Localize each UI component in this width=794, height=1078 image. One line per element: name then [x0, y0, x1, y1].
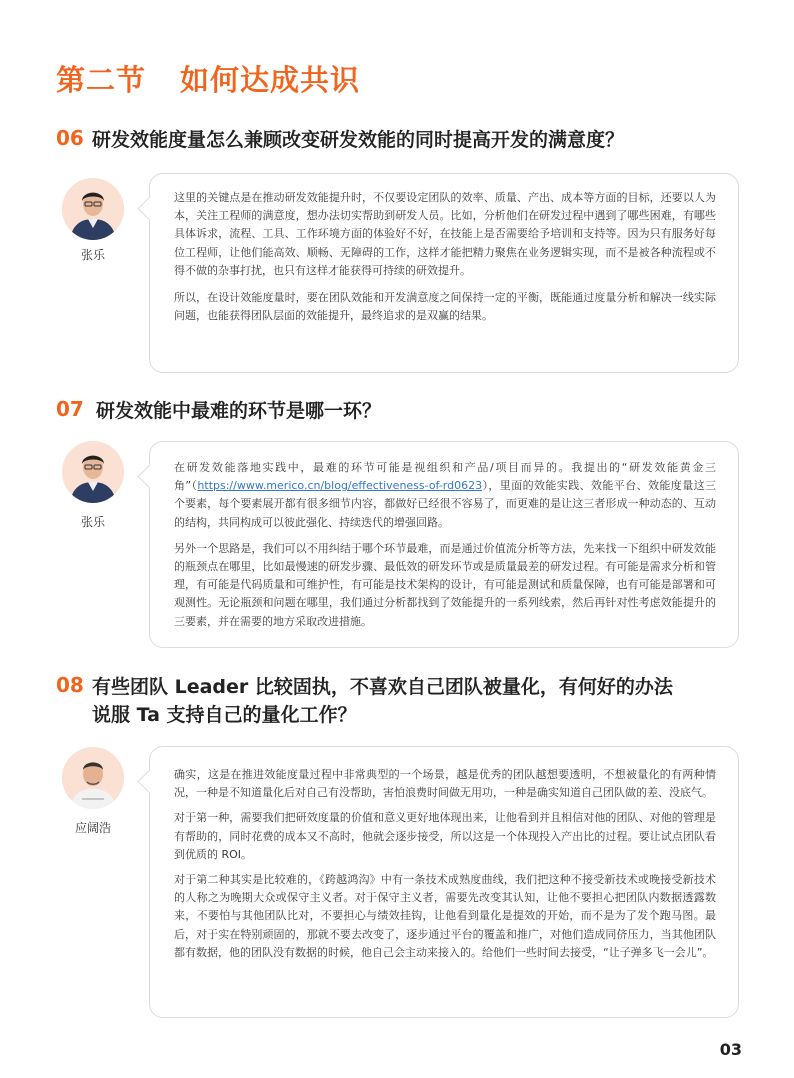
answer-paragraph: 对于第二种其实是比较难的，《跨越鸿沟》中有一条技术成熟度曲线，我们把这种不接受新技术或晚接受新技术的人称之为晚期大众或保守主义者。对于保守主义者，需要先改变其认知，让他不要担心把团队内数据透露数来，不要怕与其他团队比对，不要担心与绩效挂钩，让他看到量化是提效的开始，而不是为了发个跑马图。最后，对于实在特别顽固的，那就不要去改变了，逐步通过平台的覆盖和推广，对他们造成同侪压力，当其他团队都有数据，他的团队没有数据的时候，他自己会主动来接入的。给他们一些时间去接受，“让子弹多飞一会儿”。: [174, 873, 716, 959]
question-07-heading: [56, 397, 756, 425]
answer-paragraph: 另外一个思路是，我们可以不用纠结于哪个环节最难，而是通过价值流分析等方法，先来找一下组织中研发效能的瓶颈点在哪里，比如最慢速的研发步骤、最低效的研发环节或是质量最差的研发过程。有可能是需求分析和管理，有可能是代码质量和可维护性，有可能是技术架构的设计，有可能是测试和质量保障，也有可能是部署和可观测性。无论瓶颈和问题在哪里，我们通过分析都找到了效能提升的一系列线索，然后再针对性考虑效能提升的三要素，并在需要的地方采取改进措施。: [174, 541, 716, 628]
answer-paragraph: 对于第一种，需要我们把研效度量的价值和意义更好地体现出来，让他看到并且相信对他的团队、对他的管理是有帮助的，同时花费的成本又不高时，他就会逐步接受，所以这是一个体现投入产出比的过程。要让试点团队看到优质的 ROI。: [174, 811, 716, 861]
answer-paragraph: 所以，在设计效能度量时，要在团队效能和开发满意度之间保持一定的平衡，既能通过度量分析和解决一线实际问题，也能获得团队层面的效能提升，最终追求的是双赢的结果。: [174, 291, 716, 323]
question-text: 研发效能中最难的环节是哪一环？: [96, 400, 382, 422]
question-number: 06: [56, 126, 84, 150]
person-portrait-icon: [62, 178, 124, 240]
author-name: 应阔浩: [74, 821, 111, 835]
avatar-ying-kuohao: [62, 747, 124, 809]
paragraph-text: ），里面的效能实践、效能平台、效能度量这三个要素，每个要素展开都有很多细节内容，都做好已经很不容易了，而更难的是让这三者形成一种动态的、互动的结构，共同构成可以彼此强化、持续迭代的增强回路。: [174, 479, 717, 529]
author-name: 张乐: [80, 515, 105, 529]
question-text: 研发效能度量怎么兼顾改变研发效能的同时提高开发的满意度？: [92, 129, 625, 151]
blog-link[interactable]: https://www.merico.cn/blog/effectiveness-of-rd0623: [197, 479, 483, 493]
section-title: [56, 58, 360, 99]
question-number: 08: [56, 673, 84, 697]
question-06-heading: [56, 126, 756, 154]
person-portrait-icon: [62, 747, 124, 809]
answer-bubble-06: [149, 173, 739, 373]
answer-paragraph: 这里的关键点是在推动研发效能提升时，不仅要设定团队的效率、质量、产出、成本等方面的目标，还要以人为本，关注工程师的满意度，想办法切实帮助到研发人员。比如，分析他们在研发过程中遇到了哪些困难，有哪些具体诉求，流程、工具、工作环境方面的体验好不好，在技能上是否需要给予培训和支持等。因为只有服务好每位工程师，让他们能高效、顺畅、无障碍的工作，这样才能把精力聚焦在业务逻辑实现，而不是被各种流程或不得不做的杂事打扰，也只有这样才能获得可持续的研效提升。: [174, 191, 716, 277]
paragraph-text: 在研发效能落地实践中，最难的环节可能是视组织和产品/项目而异的。我提出的“研发效能黄金三角”（: [174, 461, 716, 493]
avatar-zhang-le: [62, 441, 124, 503]
question-08-heading: [56, 673, 756, 729]
section-title-number: 第二节: [56, 63, 147, 97]
question-text-line2: 说服 Ta 支持自己的量化工作？: [92, 704, 357, 726]
author-name: 张乐: [80, 248, 105, 262]
answer-paragraph: [174, 459, 716, 532]
answer-paragraph: 确实，这是在推进效能度量过程中非常典型的一个场景，越是优秀的团队越想要透明，不想被量化的有两种情况，一种是不知道量化后对自己有没帮助，害怕浪费时间做无用功，一种是确实知道自己团队做的差、没底气。: [174, 768, 716, 800]
answer-bubble-07: [149, 441, 739, 648]
question-number: 07: [56, 397, 84, 421]
question-text-line1: 有些团队 Leader 比较固执，不喜欢自己团队被量化，有何好的办法: [92, 676, 673, 698]
answer-bubble-08: [149, 746, 739, 1018]
section-title-text: 如何达成共识: [180, 63, 361, 97]
avatar-zhang-le: [62, 178, 124, 240]
page-number: 03: [719, 1040, 742, 1059]
person-portrait-icon: [62, 441, 124, 503]
